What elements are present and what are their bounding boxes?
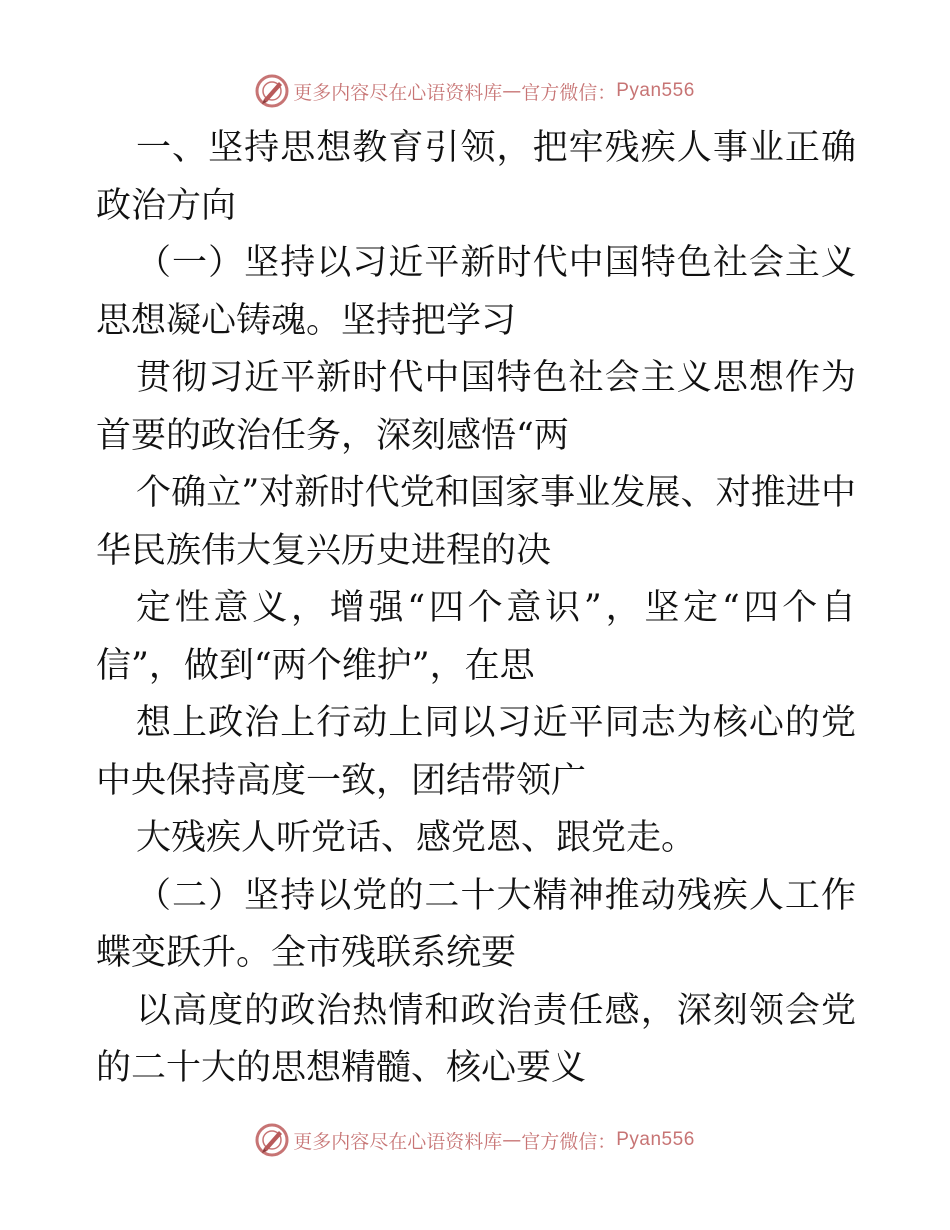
footer-watermark [0, 1120, 950, 1160]
paragraph: 想上政治上行动上同以习近平同志为核心的党中央保持高度一致，团结带领广 [96, 703, 856, 801]
paragraph: （一）坚持以习近平新时代中国特色社会主义思想凝心铸魂。坚持把学习 [96, 243, 856, 341]
paragraph: 一、坚持思想教育引领，把牢残疾人事业正确政治方向 [96, 128, 856, 226]
paragraph: 定性意义，增强“四个意识”，坚定“四个自信”，做到“两个维护”，在思 [96, 588, 856, 686]
paragraph: 大残疾人听党话、感党恩、跟党走。 [136, 818, 697, 858]
paragraph: （二）坚持以党的二十大精神推动残疾人工作蝶变跃升。全市残联系统要 [96, 875, 856, 973]
account-id: Pyan556 [616, 80, 695, 101]
separator: — [502, 80, 522, 102]
header-watermark [0, 71, 950, 111]
promo-text: 更多内容尽在心语资料库 [293, 1130, 503, 1153]
account-id: Pyan556 [616, 1129, 695, 1150]
paragraph: 个确立”对新时代党和国家事业发展、对推进中华民族伟大复兴历史进程的决 [96, 473, 856, 571]
account-label: 官方微信： [521, 1130, 617, 1153]
promo-text: 更多内容尽在心语资料库 [293, 81, 503, 104]
document-body [96, 120, 856, 1098]
account-label: 官方微信： [521, 81, 617, 104]
separator: — [502, 1129, 522, 1151]
pen-seal-icon [255, 1123, 289, 1157]
pen-seal-icon [255, 74, 289, 108]
paragraph: 贯彻习近平新时代中国特色社会主义思想作为首要的政治任务，深刻感悟“两 [96, 358, 856, 456]
paragraph: 以高度的政治热情和政治责任感，深刻领会党的二十大的思想精髓、核心要义 [96, 990, 856, 1088]
